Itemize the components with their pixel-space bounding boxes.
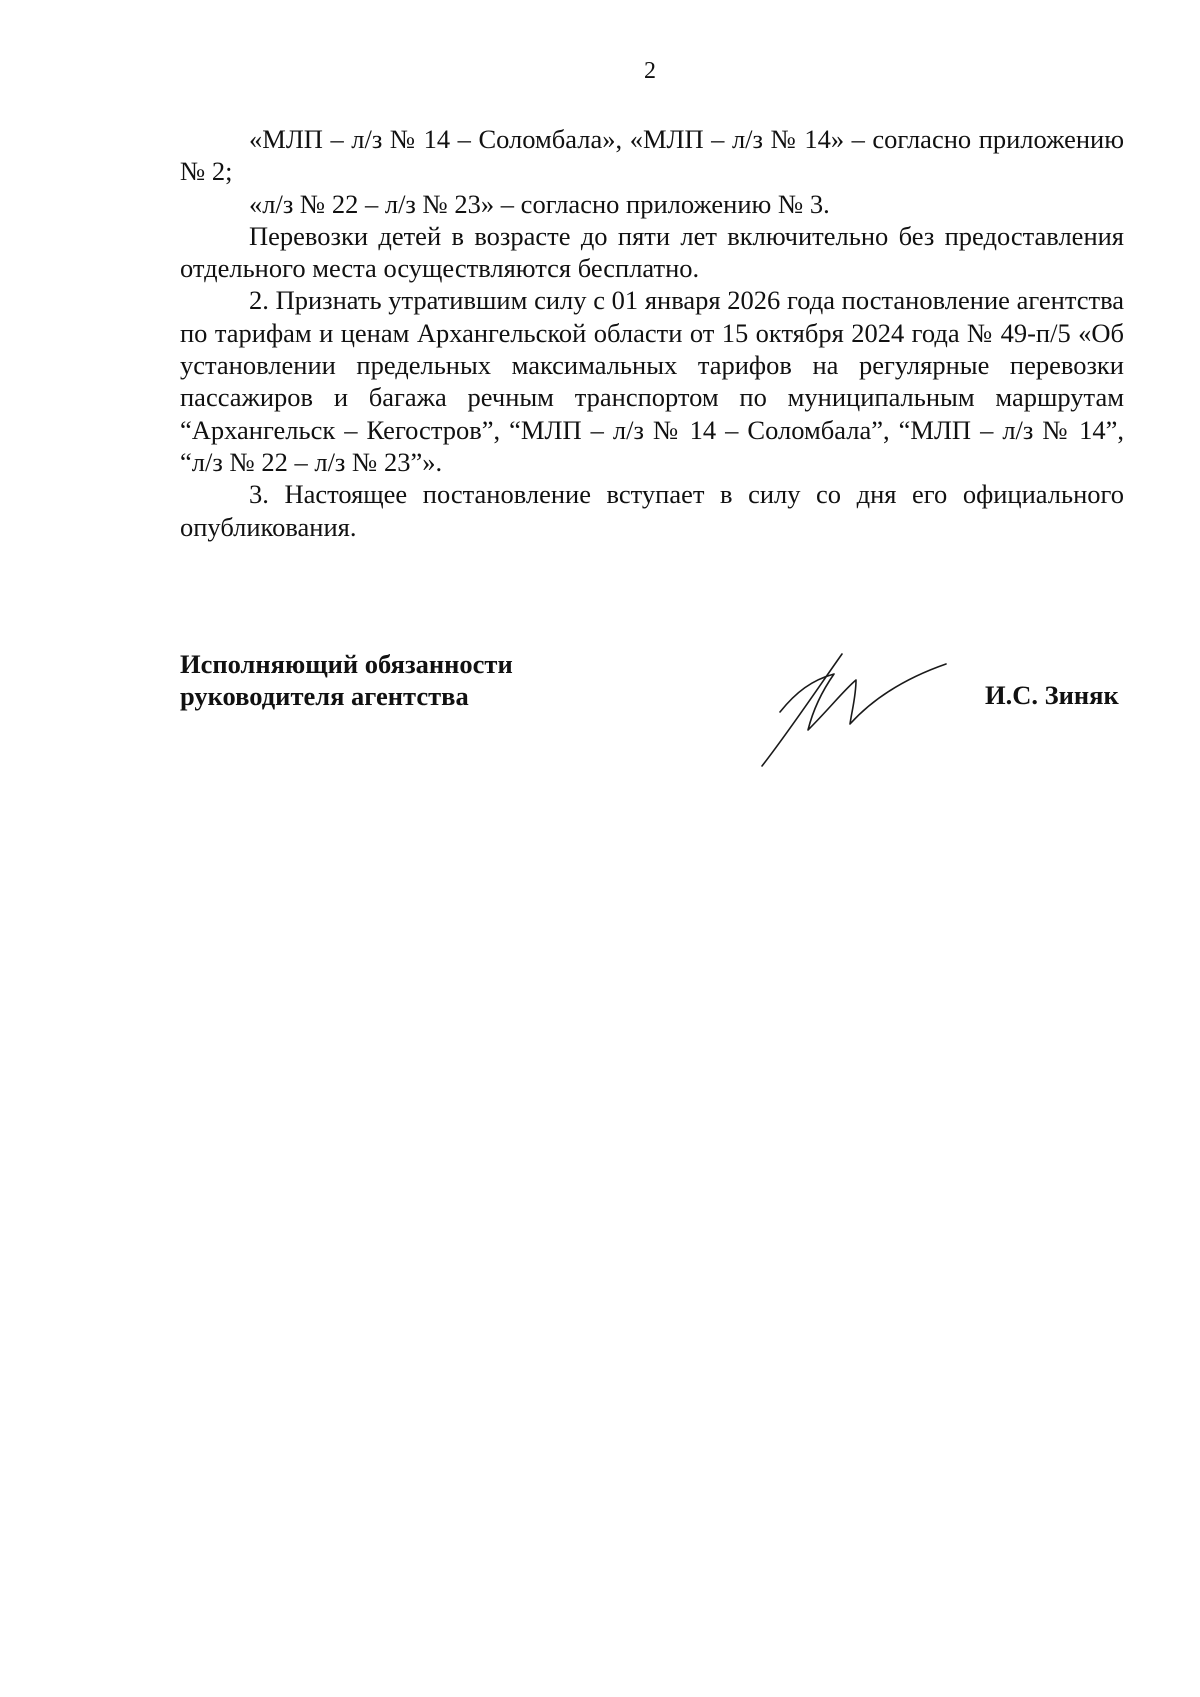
paragraph-appendix-2: «МЛП – л/з № 14 – Соломбала», «МЛП – л/з № 14» – согласно приложению № 2; bbox=[180, 124, 1124, 187]
handwritten-signature bbox=[760, 650, 950, 770]
signatory-position bbox=[180, 648, 513, 713]
page-number: 2 bbox=[644, 58, 656, 84]
paragraph-item-2: 2. Признать утратившим силу с 01 января 2026 года постановление агентства по тарифам и ценам Архангельской области от 15 октября 2024 года № 49-п/5 «Об установлении предельных максимальных тарифов на регулярные перевозки пассажиров и багажа речным транспортом по муниципальным маршрутам “Архангельск – Кегостров”, “МЛП – л/з № 14 – Соломбала”, “МЛП – л/з № 14”, “л/з № 22 – л/з № 23”». bbox=[180, 285, 1124, 477]
signatory-position-line-2: руководителя агентства bbox=[180, 681, 469, 712]
paragraph-children-free: Перевозки детей в возрасте до пяти лет включительно без предоставления отдельного места осуществляются бесплатно. bbox=[180, 220, 1124, 284]
paragraph-appendix-3: «л/з № 22 – л/з № 23» – согласно приложению № 3. bbox=[249, 188, 830, 219]
signatory-name: И.С. Зиняк bbox=[985, 680, 1119, 710]
document-body bbox=[180, 123, 1124, 543]
paragraph-item-3: 3. Настоящее постановление вступает в силу со дня его официального опубликования. bbox=[180, 479, 1124, 542]
signatory-position-line-1: Исполняющий обязанности bbox=[180, 649, 513, 679]
